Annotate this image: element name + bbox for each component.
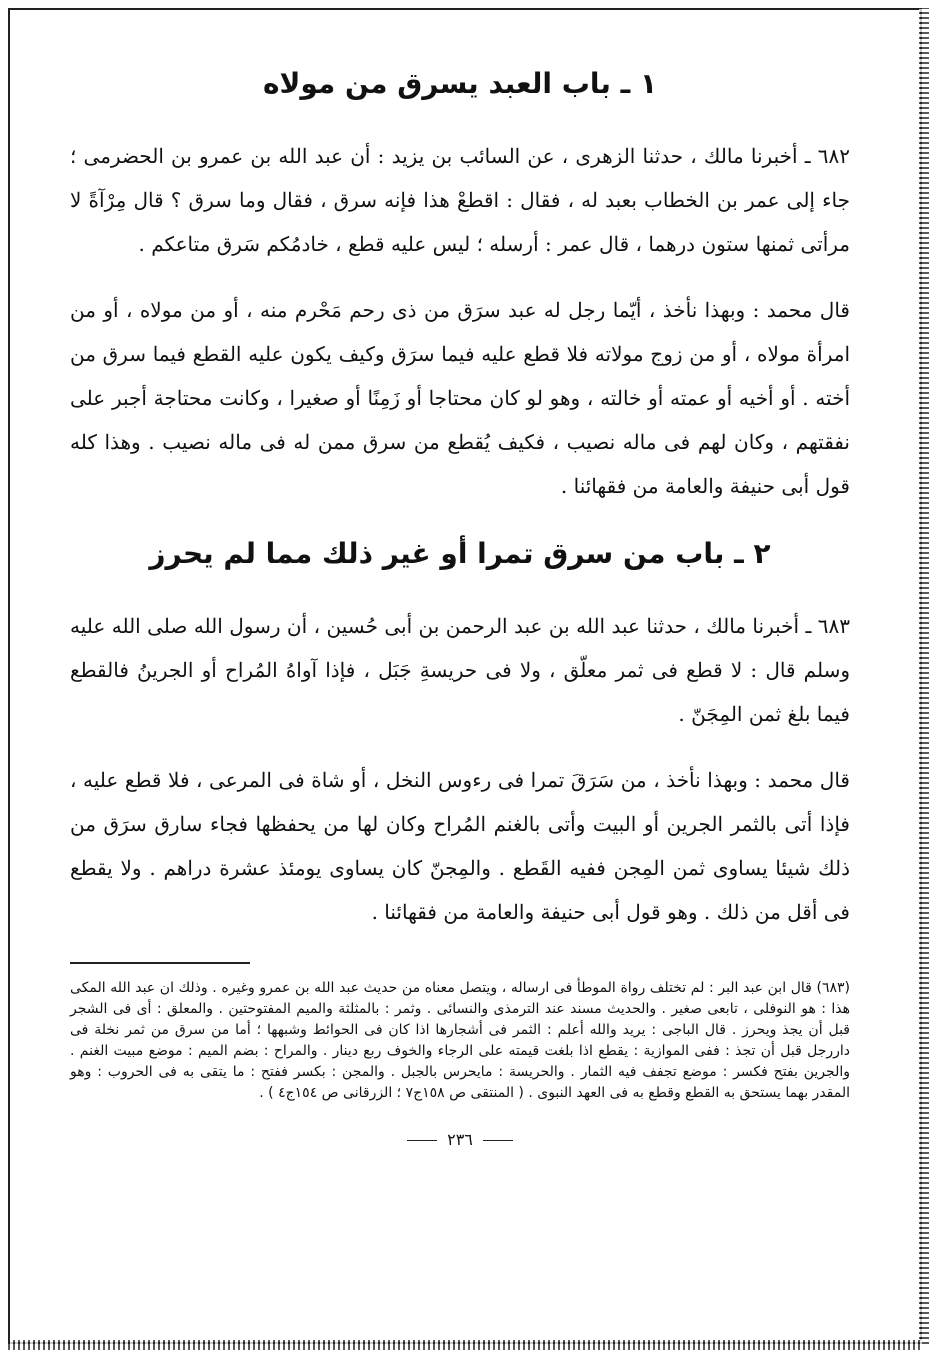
paragraph-commentary-1: قال محمد : وبهذا نأخذ ، أيّما رجل له عبد سرَق من ذى رحم مَحْرم منه ، أو من مولاه ، أو من امرأة مولاه ، أو من زوج مولاته فلا قطع عليه فيما سرَق وكيف يكون عليه القطع فيما سرق من أخته . أو أخيه أو عمته أو خالته ، وهو لو كان محتاجا أو زَمِنًا أو صغيرا ، وكانت محتاجة أجبر على نفقتهم ، وكان لهم فى ماله نصيب ، فكيف يُقطع من سرق ممن له فى ماله نصيب . وهذا كله قول أبى حنيفة والعامة من فقهائنا . (70, 298, 850, 498)
section-title-2: ٢ ـ باب من سرق تمرا أو غير ذلك مما لم يحرز (149, 537, 771, 570)
page-number-dash-left (483, 1140, 513, 1141)
paragraph-hadith-683: ٦٨٣ ـ أخبرنا مالك ، حدثنا عبد الله بن عبد الرحمن بن أبى حُسين ، أن رسول الله صلى الله عليه وسلم قال : لا قطع فى ثمر معلّق ، ولا فى حريسةِ جَبَل ، فإذا آواهُ المُراح أو الجرينُ فالقطع فيما بلغ ثمن المِجَنّ . (70, 614, 850, 726)
paragraph-commentary-2: قال محمد : وبهذا نأخذ ، من سَرَقَ تمرا فى رءوس النخل ، أو شاة فى المرعى ، فلا قطع عليه ، فإذا أتى بالثمر الجرين أو البيت وأتى بالغنم المُراح وكان لها من يحفظها فجاء سارق سرَق من ذلك شيئا يساوى ثمن المِجن ففيه القَطع . والمِجنّ كان يساوى يومئذ عشرة دراهم . ولا يقطع فى أقل من ذلك . وهو قول أبى حنيفة والعامة من فقهائنا . (70, 768, 850, 924)
page-content (70, 60, 850, 1149)
section-title-1: ١ ـ باب العبد يسرق من مولاه (262, 67, 658, 100)
decorative-border-bottom (8, 1340, 922, 1350)
decorative-border-right (919, 8, 929, 1344)
footnote-divider (70, 962, 250, 964)
page-number (70, 1130, 850, 1149)
footnote: (٦٨٣) قال ابن عبد البر : لم تختلف رواة الموطأ فى ارساله ، ويتصل معناه من حديث عبد الله بن عمرو وغيره . وذلك ان عبد الله المكى هذا : هو النوفلى ، تابعى صغير . والحديث مسند عند الترمذى والنسائى . وثمر : بالمثلثة والميم المفتوحتين . والمعلق : أى فى الشجر قبل أن يجذ ويحرز . قال الباجى : يريد والله أعلم : الثمر فى أشجارها اذا كان فى الحوائط وشبهها ؛ أما من سرق من ثمر نخلة فى داررجل قبل أن تجذ : ففى الموازية : يقطع اذا بلغت قيمته على الرجاء والخوف ربع دينار . والمراح : بضم الميم : موضع مبيت الغنم . والجرين بفتح فكسر : موضع تجفف فيه الثمار . والحريسة : مايحرس بالجبل . والمجن : بكسر ففتح : ما يتقى به فى الحروب : وهو المقدر بهما يستحق به القطع وقطع به فى العهد النبوى . ( المنتقى ص ١٥٨ج٧ ؛ الزرقانى ص ١٥٤ج٤ ) . (70, 980, 850, 1101)
footnote-divider-wrap (70, 962, 850, 964)
paragraph-hadith-682: ٦٨٢ ـ أخبرنا مالك ، حدثنا الزهرى ، عن السائب بن يزيد : أن عبد الله بن عمرو بن الحضرمى ؛ جاء إلى عمر بن الخطاب بعبد له ، فقال : اقطعْ هذا فإنه سرق ، فقال وما سرق ؟ قال مِرْآةً لا مرأتى ثمنها ستون درهما ، قال عمر : أرسله ؛ ليس عليه قطع ، خادمُكم سَرق متاعكم . (70, 144, 850, 256)
page-number-text: ٢٣٦ (447, 1130, 473, 1149)
page-number-dash-right (407, 1140, 437, 1141)
